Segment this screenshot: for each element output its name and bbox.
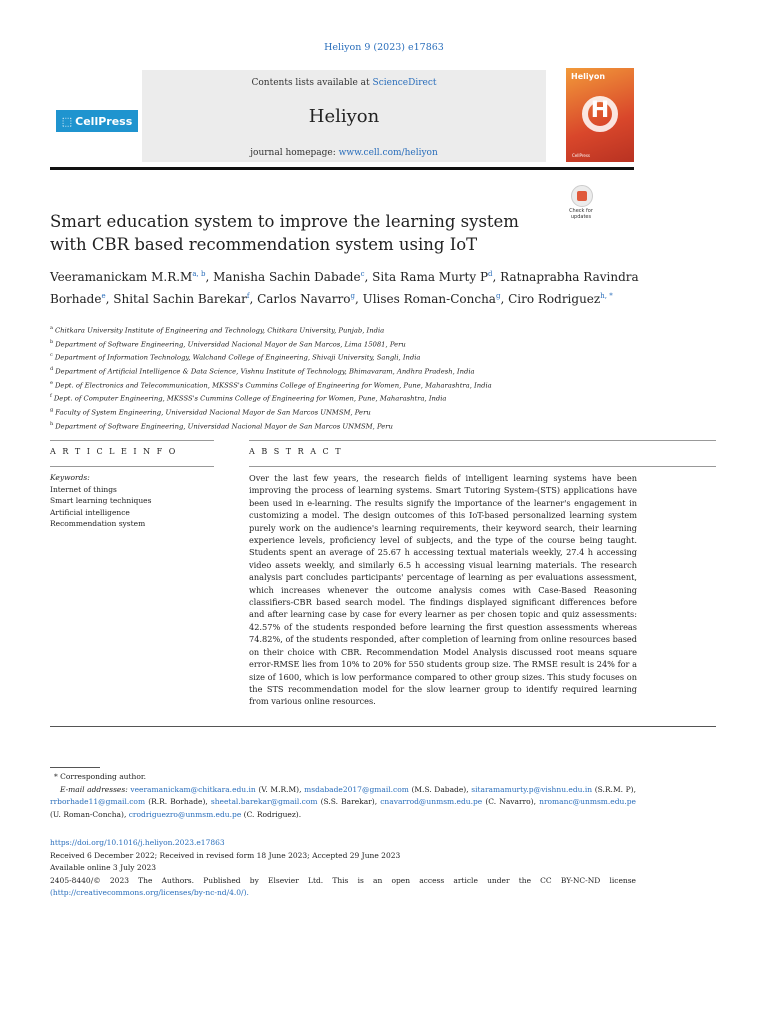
email-owner: (S.S. Barekar) — [320, 797, 375, 806]
email-owner: (U. Roman-Concha) — [50, 809, 124, 819]
license-statement — [50, 875, 636, 900]
abstract-rule-end — [50, 726, 716, 727]
affiliation-item — [50, 337, 690, 351]
author-name[interactable]: Ulises Roman-Concha — [362, 292, 496, 306]
keywords-label: Keywords: — [50, 473, 90, 482]
journal-header — [50, 70, 634, 170]
abstract-text: Over the last few years, the research fields of intelligent learning systems have been improving the process of learning systems. Smart Tutoring System-(STS) applications have been used in e-learning. The results signify the importance of the learner's engagement in customizing a model. The design outcomes of this IoT-based personalized learning system purely work on the audience's learning requirements, their keyword search, their learning experience levels, proficiency level of subjects, and the type of the course being taught. Students spent an average of 25.67 h accessing textual materials weekly, 27.4 h accessing video assets weekly, and similarly 6.5 h accessing visual learning materials. The research analysis part concludes participants' percentage of learning as per evaluations assessment, which increases whenever the outcome analysis comes with Case-Based Reasoning classifiers-CBR based search model. The findings displayed significant differences before and after learning case by case for every learner as per chosen topic and quiz assessments: 42.57% of the students responded before learning the first question assessments whereas 74.82%, of the students responded, after completion of learning from online resources based on their choice with CBR. Recommendation Model Analysis discussed root means square error-RMSE lies from 10% to 20% for 550 students group size. The RMSE result is 24% for a size of 1600, which is low performance compared to other group sizes. This study focuses on the STS recommendation model for the slow learner group to identify required learning from various online resources. — [249, 473, 637, 707]
keywords-list — [50, 484, 220, 530]
crossmark-label-line1: Check for — [569, 208, 593, 214]
footnotes — [50, 771, 636, 821]
author-affiliation-marker[interactable]: f — [246, 292, 250, 300]
email-link[interactable]: msdabade2017@gmail.com — [304, 784, 409, 794]
affiliation-text: Department of Software Engineering, Universidad Nacional Mayor de San Marcos UNMSM, Peru — [55, 421, 393, 430]
cellpress-icon: ⬚ — [61, 114, 73, 128]
affiliation-marker: f — [50, 393, 52, 400]
homepage-line — [142, 148, 546, 158]
keyword-item: Smart learning techniques — [50, 496, 152, 505]
homepage-prefix: journal homepage: — [250, 148, 339, 158]
header-rule — [50, 167, 634, 170]
affiliation-list — [50, 323, 690, 432]
header-banner — [142, 70, 546, 162]
email-owner: (R.R. Borhade) — [148, 797, 206, 806]
email-link[interactable]: crodriguezro@unmsm.edu.pe — [128, 809, 242, 819]
author-name[interactable]: Shital Sachin Barekar — [113, 292, 247, 306]
affiliation-text: Department of Software Engineering, Universidad Nacional Mayor de San Marcos, Lima 15081, Peru — [55, 339, 406, 348]
author-separator: , — [105, 292, 114, 306]
contents-prefix: Contents lists available at — [251, 78, 373, 88]
license-text: 2405-8440/© 2023 The Authors. Published by Elsevier Ltd. This is an open access article under the CC BY-NC-ND license — [50, 875, 636, 885]
crossmark-bookmark — [577, 191, 587, 201]
affiliation-item — [50, 419, 690, 433]
author-list — [50, 265, 650, 309]
email-owner: (C. Navarro) — [485, 797, 534, 806]
article-info-heading: A R T I C L E I N F O — [50, 447, 178, 456]
sciencedirect-link[interactable]: ScienceDirect — [372, 78, 437, 88]
author-affiliation-marker[interactable]: d — [488, 270, 493, 278]
affiliation-item — [50, 350, 690, 364]
corresponding-author-note: * Corresponding author. — [54, 772, 147, 781]
email-link[interactable]: sheetal.barekar@gmail.com — [210, 797, 318, 806]
affiliation-marker: a — [50, 325, 53, 331]
crossmark-icon — [571, 185, 593, 207]
keywords-section — [50, 472, 220, 530]
affiliation-text: Dept. of Computer Engineering, MKSSS's Cummins College of Engineering for Women, Pune, Maharashtra, India — [53, 394, 447, 403]
author-affiliation-marker[interactable]: h, * — [600, 292, 613, 300]
affiliation-item — [50, 378, 690, 392]
email-separator: , — [633, 784, 636, 794]
affiliation-text: Chitkara University Institute of Engineering and Technology, Chitkara University, Punjab, India — [54, 326, 385, 335]
abstract-rule-top — [249, 440, 716, 441]
affiliation-text: Faculty of System Engineering, Universidad Nacional Mayor de San Marcos UNMSM, Peru — [55, 408, 371, 417]
affiliation-item — [50, 323, 690, 337]
homepage-link[interactable]: www.cell.com/heliyon — [338, 148, 438, 158]
cellpress-logo-text: CellPress — [75, 114, 133, 128]
email-owner: (M.S. Dabade) — [411, 784, 467, 794]
article-title: Smart education system to improve the learning system with CBR based recommendation system using IoT — [50, 212, 519, 254]
email-label: E-mail addresses: — [60, 784, 128, 794]
affiliation-item — [50, 391, 690, 405]
author-separator: , — [364, 270, 373, 284]
keyword-item: Recommendation system — [50, 519, 146, 528]
cover-title: Heliyon — [571, 72, 606, 81]
publisher-logo-area — [50, 70, 140, 162]
affiliation-marker: e — [50, 379, 53, 386]
email-owner: (C. Rodriguez). — [243, 809, 302, 819]
keyword-item: Artificial intelligence — [50, 507, 130, 517]
affiliation-marker: c — [50, 352, 53, 359]
available-online: Available online 3 July 2023 — [50, 863, 157, 872]
email-separator: , — [205, 797, 211, 806]
author-separator: , — [354, 292, 363, 306]
crossmark-label — [564, 208, 598, 220]
article-info-rule-top — [50, 440, 214, 441]
affiliation-item — [50, 364, 690, 378]
author-separator: , — [500, 292, 509, 306]
email-owner: (V. M.R.M) — [258, 784, 300, 794]
email-link[interactable]: cnavarrod@unmsm.edu.pe — [380, 797, 483, 806]
email-link[interactable]: veeramanickam@chitkara.edu.in — [130, 784, 256, 794]
author-name[interactable]: Sita Rama Murty P — [372, 270, 489, 284]
email-link[interactable]: rrborhade11@gmail.com — [50, 797, 146, 806]
author-affiliation-marker[interactable]: g — [495, 292, 501, 300]
email-addresses — [50, 784, 636, 822]
affiliation-marker: b — [50, 338, 54, 345]
article-info-rule-bottom — [50, 466, 214, 467]
check-for-updates-badge[interactable] — [564, 185, 598, 227]
email-separator: , — [299, 784, 305, 794]
footnote-rule — [50, 767, 100, 768]
author-name[interactable]: Carlos Navarro — [257, 292, 351, 306]
journal-name: Heliyon — [308, 106, 380, 127]
author-name[interactable]: Manisha Sachin Dabade — [213, 270, 361, 284]
email-link[interactable]: sitaramamurty.p@vishnu.edu.in — [471, 784, 593, 794]
contents-line — [142, 78, 546, 88]
author-separator: , — [492, 270, 501, 284]
author-name[interactable]: Ciro Rodriguez — [508, 292, 601, 306]
cellpress-logo[interactable] — [56, 110, 138, 132]
license-link[interactable]: (http://creativecommons.org/licenses/by-nc-nd/4.0/). — [50, 888, 249, 897]
journal-cover[interactable] — [566, 68, 634, 162]
author-name[interactable]: Veeramanickam M.R.M — [50, 270, 193, 284]
keyword-item: Internet of things — [50, 484, 117, 494]
affiliation-item — [50, 405, 690, 419]
affiliation-text: Department of Information Technology, Walchand College of Engineering, Shivaji University, Sangli, India — [54, 353, 421, 362]
cover-h-logo: H — [590, 98, 610, 123]
email-owner: (S.R.M. P) — [594, 784, 634, 794]
email-link[interactable]: nromanc@unmsm.edu.pe — [539, 797, 636, 806]
received-dates: Received 6 December 2022; Received in revised form 18 June 2023; Accepted 29 June 2023 — [50, 850, 401, 860]
author-affiliation-marker[interactable]: c — [360, 270, 365, 278]
abstract-heading: A B S T R A C T — [249, 447, 343, 456]
author-separator: , — [205, 270, 214, 284]
crossmark-label-line2: updates — [570, 214, 592, 220]
affiliation-text: Department of Artificial Intelligence & Data Science, Vishnu Institute of Technology, Bhimavaram, Andhra Pradesh, India — [55, 367, 475, 376]
email-separator: , — [533, 797, 540, 806]
publication-info — [50, 837, 636, 900]
abstract-rule-bottom — [249, 466, 716, 467]
cover-footer: CellPress — [572, 153, 591, 158]
email-separator: , — [123, 809, 129, 819]
author-name[interactable]: Ratnaprabha Ravindra Borhade — [50, 270, 639, 306]
author-affiliation-marker[interactable]: e — [101, 292, 106, 300]
email-separator: , — [466, 784, 472, 794]
journal-reference[interactable]: Heliyon 9 (2023) e17863 — [324, 42, 444, 53]
doi-link[interactable]: https://doi.org/10.1016/j.heliyon.2023.e17863 — [50, 838, 225, 847]
affiliation-marker: d — [50, 366, 54, 373]
author-affiliation-marker[interactable]: a, b — [192, 270, 206, 278]
author-affiliation-marker[interactable]: g — [350, 292, 355, 300]
email-separator: , — [374, 797, 381, 806]
affiliation-text: Dept. of Electronics and Telecommunication, MKSSS's Cummins College of Engineering for Women, Pune, Maharashtra, India — [54, 380, 492, 389]
affiliation-marker: g — [50, 407, 54, 414]
affiliation-marker: h — [50, 420, 54, 427]
author-separator: , — [249, 292, 258, 306]
